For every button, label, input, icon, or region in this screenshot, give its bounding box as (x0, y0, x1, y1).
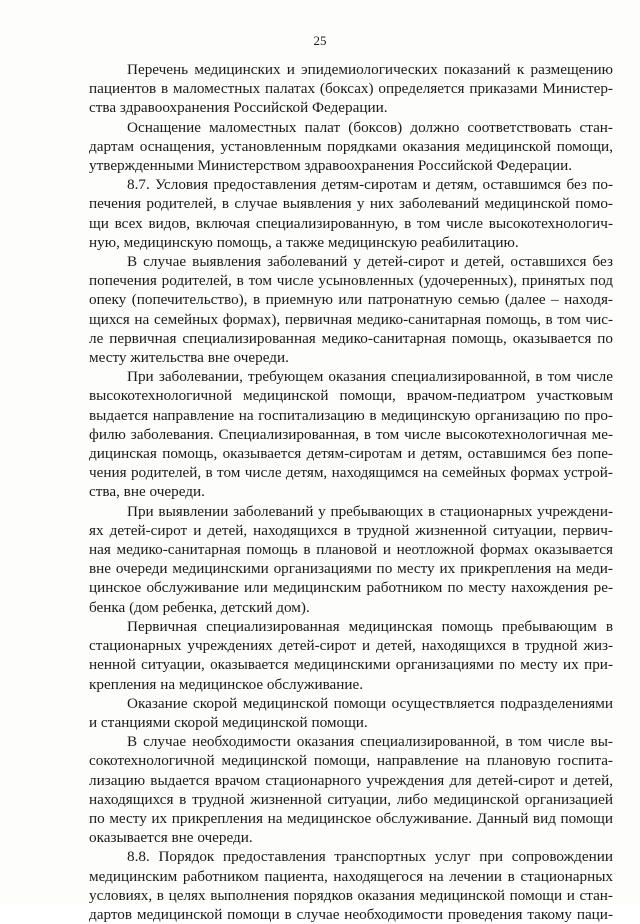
text-line: чения родителей, в том числе детям, находящимся на семейных формах устрой- (89, 464, 613, 482)
text-line: цинское обслуживание или медицинским работником по месту нахождения ре- (89, 579, 613, 597)
paragraph-10 (89, 847, 613, 924)
text-line: В случае выявления заболеваний у детей-сирот и детей, оставшихся без (127, 253, 613, 271)
text-line: Оказание скорой медицинской помощи осуществляется подразделениями (127, 694, 613, 712)
text-line: дицинская помощь, оказывается детям-сиротам и детям, оставшимся без попе- (89, 445, 613, 463)
text-line: стационарных учреждениях детей-сирот и детей, находящихся в трудной жиз- (89, 637, 613, 655)
text-line: 8.7. Условия предоставления детям-сиротам и детям, оставшимся без по- (127, 176, 613, 194)
paragraph-2 (89, 118, 613, 176)
paragraph-4 (89, 252, 613, 367)
paragraph-5 (89, 367, 613, 501)
text-line: ях детей-сирот и детей, находящихся в трудной жизненной ситуации, первич- (89, 521, 613, 539)
text-line: и станциями скорой медицинской помощи. (89, 713, 368, 731)
text-line: опеку (попечительство), в приемную или патронатную семью (далее – находя- (89, 291, 613, 309)
text-line: по месту их прикрепления на медицинское обслуживание. Данный вид помощи (89, 809, 613, 827)
text-line: попечения родителей, в том числе усыновленных (удочеренных), принятых под (89, 272, 613, 290)
text-line: филю заболевания. Специализированная, в том числе высокотехнологичная ме- (89, 425, 613, 443)
text-line: сокотехнологичной медицинской помощи, направление на плановую госпита- (89, 752, 613, 770)
paragraph-6 (89, 502, 613, 617)
paragraph-3 (89, 175, 613, 252)
text-line: выдается направление на госпитализацию в медицинскую организацию по про- (89, 406, 613, 424)
text-line: пациентов в маломестных палатах (боксах) определяется приказами Министер- (89, 80, 613, 98)
text-line: ства, вне очереди. (89, 483, 205, 501)
text-line: дартам оснащения, установленным порядками оказания медицинской помощи, (89, 137, 613, 155)
text-line: дартов медицинской помощи в случае необходимости проведения такому паци- (89, 905, 613, 923)
text-line: В случае необходимости оказания специализированной, в том числе вы- (127, 733, 613, 751)
text-line: Оснащение маломестных палат (боксов) должно соответствовать стан- (127, 118, 613, 136)
text-line: ле первичная специализированная медико-санитарная помощь, оказывается по (89, 329, 613, 347)
text-line: При выявлении заболеваний у пребывающих в стационарных учреждени- (127, 502, 613, 520)
text-line: 8.8. Порядок предоставления транспортных услуг при сопровождении (127, 848, 613, 866)
text-line: медицинским работником пациента, находящегося на лечении в стационарных (89, 867, 613, 885)
text-line: печения родителей, в случае выявления у них заболеваний медицинской помо- (89, 195, 613, 213)
paragraph-1 (89, 60, 613, 118)
text-line: Первичная специализированная медицинская помощь пребывающим в (127, 617, 613, 635)
page-number: 25 (313, 33, 327, 48)
text-line: находящихся в трудной жизненной ситуации, либо медицинской организацией (89, 790, 613, 808)
text-line: щихся на семейных формах), первичная медико-санитарная помощь, в том чис- (89, 310, 613, 328)
text-line: ненной ситуации, оказывается медицинскими организациями по месту их при- (89, 656, 613, 674)
text-line: щи всех видов, включая специализированную, в том числе высокотехнологич- (89, 214, 613, 232)
paragraph-8 (89, 694, 613, 732)
text-line: оказывается вне очереди. (89, 829, 253, 847)
text-line: Перечень медицинских и эпидемиологических показаний к размещению (127, 61, 613, 78)
text-line: вне очереди медицинскими организациями по месту их прикрепления на меди- (89, 560, 613, 578)
text-line: При заболевании, требующем оказания специализированной, в том числе (127, 368, 613, 386)
text-line: ства здравоохранения Российской Федерации. (89, 99, 388, 117)
text-line: условиях, в целях выполнения порядков оказания медицинской помощи и стан- (89, 886, 613, 904)
document-body (89, 60, 613, 924)
text-line: бенка (дом ребенка, детский дом). (89, 598, 310, 616)
text-line: лизацию выдается врачом стационарного учреждения для детей-сирот и детей, (89, 771, 613, 789)
text-line: ная медико-санитарная помощь в плановой и неотложной формах оказывается (89, 541, 613, 559)
text-line: утвержденными Министерством здравоохранения Российской Федерации. (89, 157, 573, 175)
text-line: высокотехнологичной медицинской помощи, врачом-педиатром участковым (89, 387, 613, 405)
text-line: ную, медицинскую помощь, а также медицинскую реабилитацию. (89, 233, 519, 251)
paragraph-7 (89, 617, 613, 694)
text-line: крепления на медицинское обслуживание. (89, 675, 364, 693)
text-line: месту жительства вне очереди. (89, 349, 289, 367)
paragraph-9 (89, 732, 613, 847)
